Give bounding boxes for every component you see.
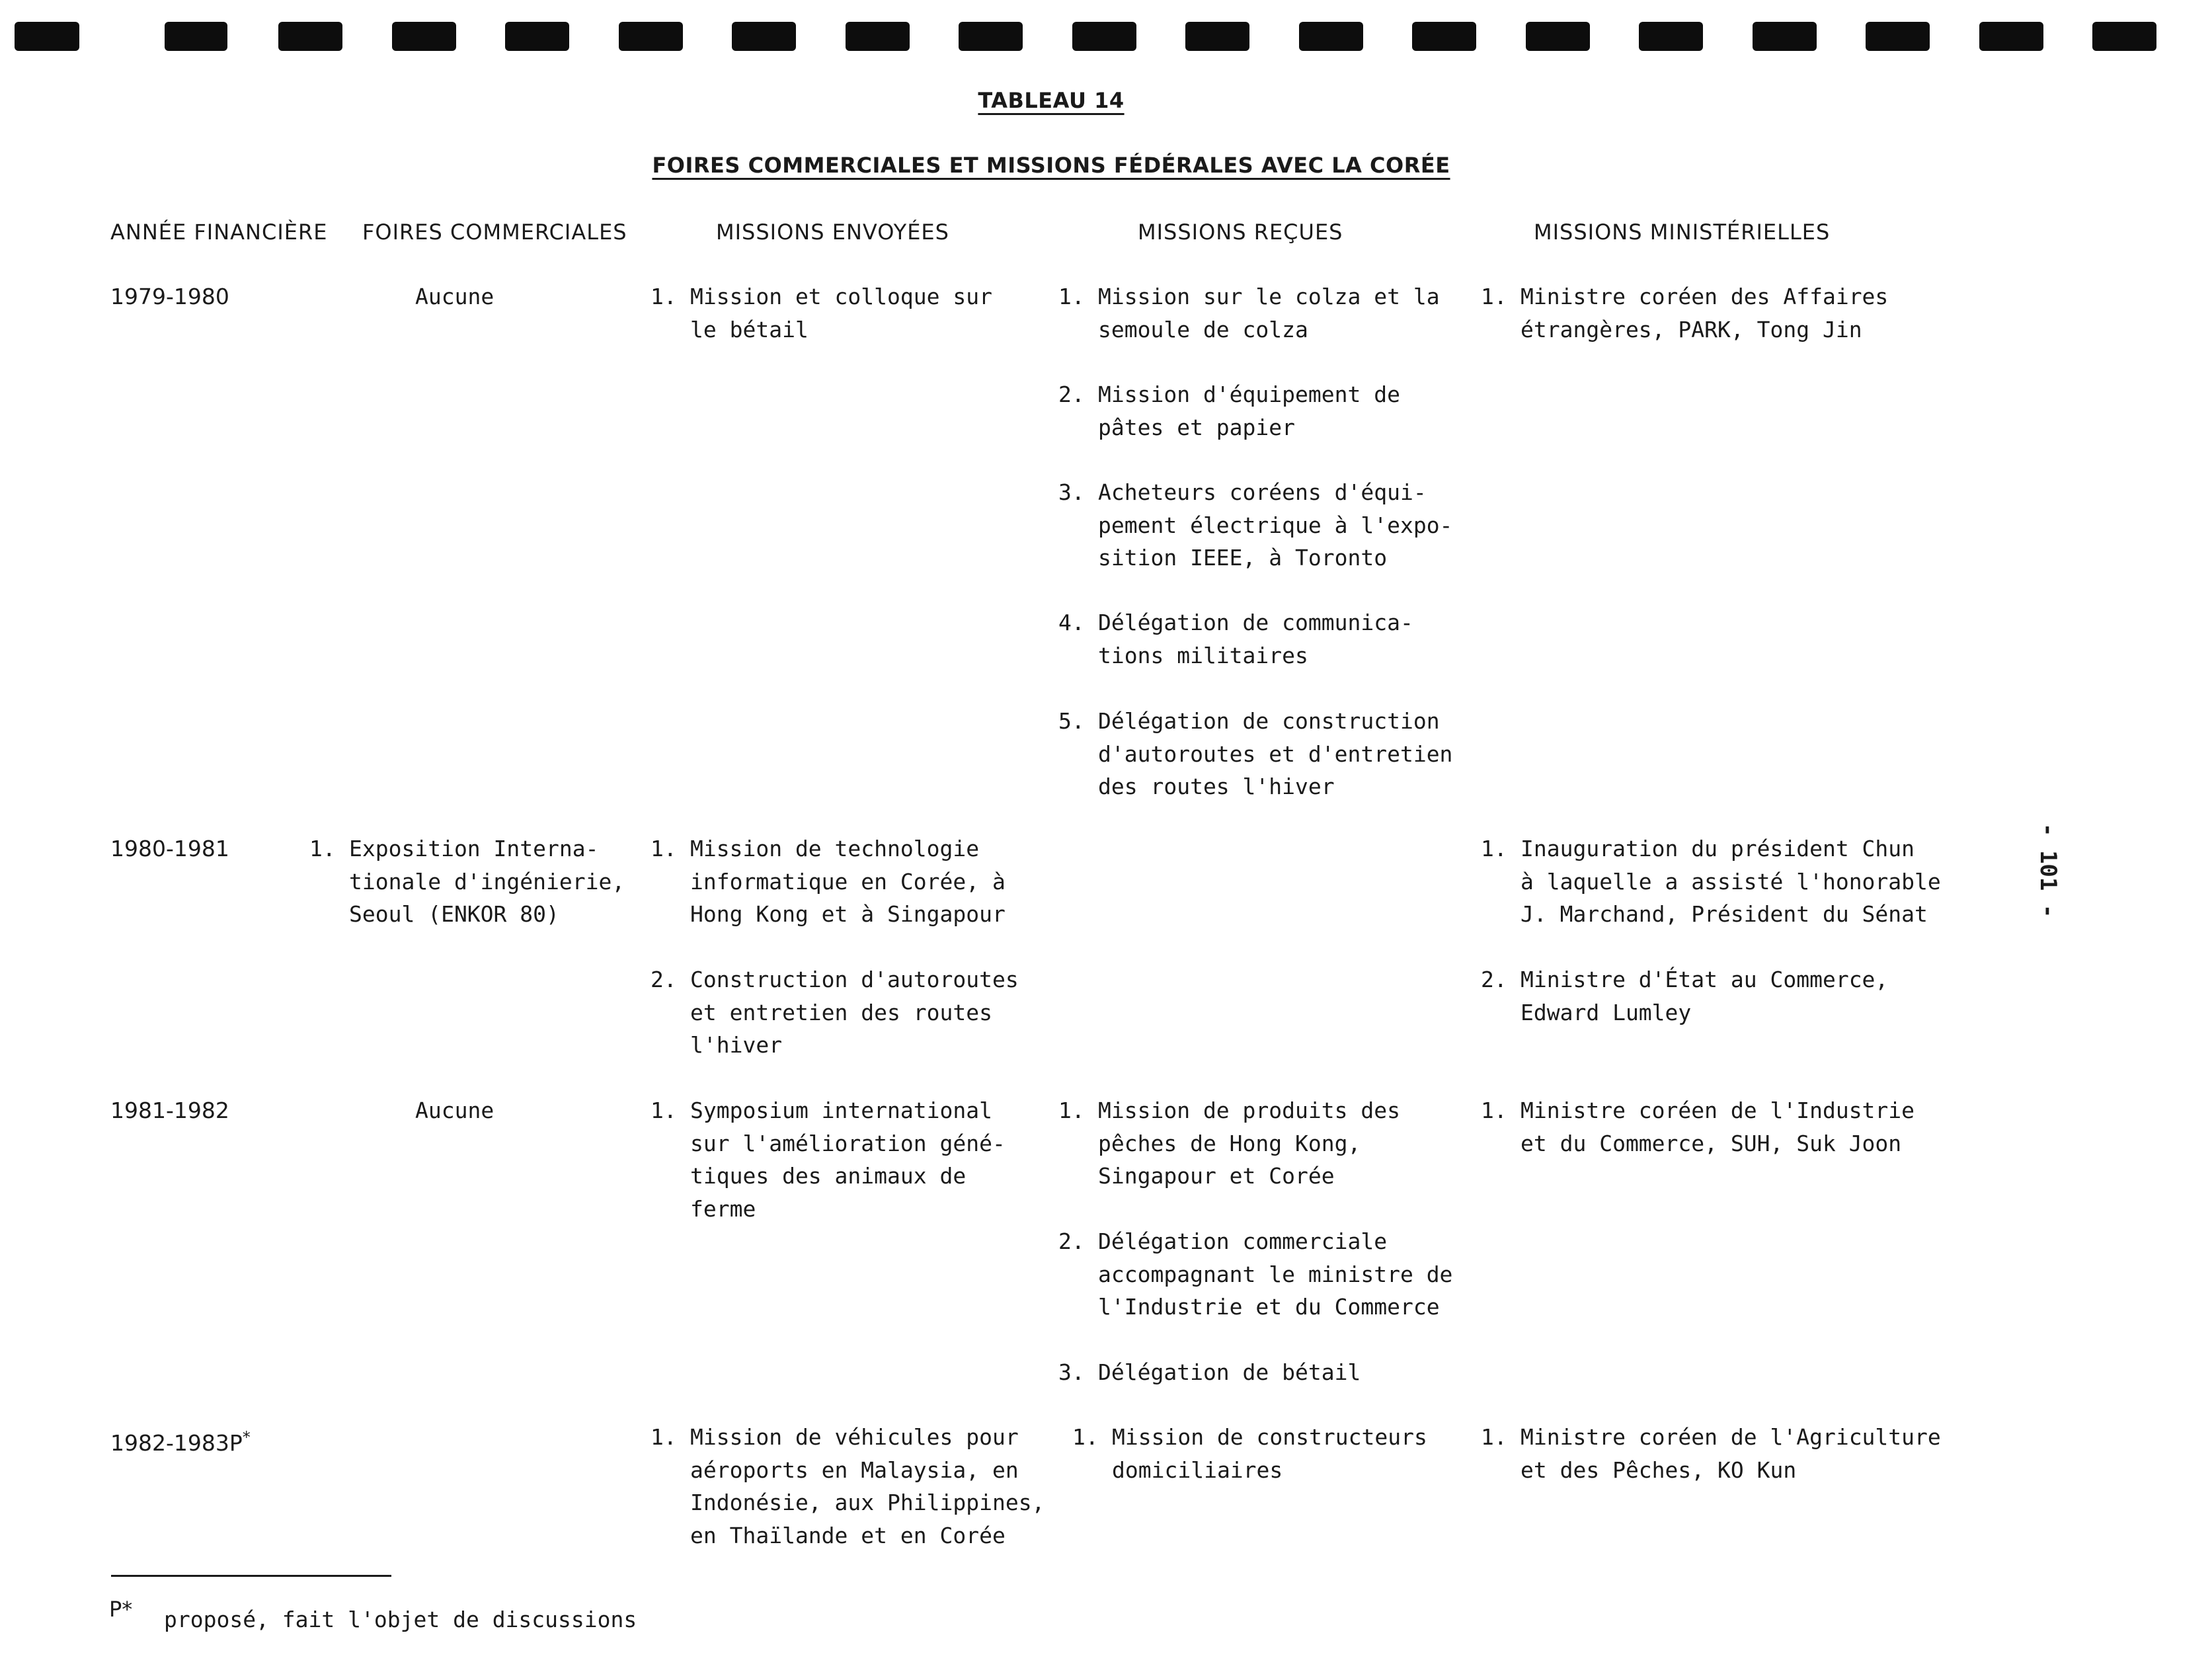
row-year: [110, 1421, 251, 1460]
punch-mark: [1979, 22, 2043, 51]
item-number: 1.: [1072, 1424, 1099, 1450]
header-year: ANNÉE FINANCIÈRE: [110, 220, 328, 245]
item-number: 1.: [651, 1424, 677, 1450]
item-text: Exposition Interna- tionale d'ingénierie, Seoul (ENKOR 80): [349, 836, 625, 927]
item-number: 1.: [1481, 284, 1507, 309]
punch-mark: [1299, 22, 1363, 51]
item-text: Ministre d'État au Commerce, Edward Lumley: [1521, 967, 1889, 1025]
item-number: 2.: [1058, 381, 1085, 407]
item-number: 1.: [309, 836, 336, 861]
item-number: 5.: [1058, 708, 1085, 734]
item-text: Ministre coréen de l'Industrie et du Commerce, SUH, Suk Joon: [1521, 1098, 1915, 1156]
item-text: Symposium international sur l'amélioration géné- tiques des animaux de ferme: [690, 1098, 1006, 1222]
table-label: TABLEAU 14: [978, 88, 1125, 113]
punch-mark: [959, 22, 1023, 51]
punch-mark: [1185, 22, 1249, 51]
punch-mark: [1526, 22, 1590, 51]
punch-mark: [2092, 22, 2156, 51]
punch-mark: [1639, 22, 1703, 51]
punch-mark: [619, 22, 683, 51]
item-text: Mission de produits des pêches de Hong Kong, Singapour et Corée: [1098, 1098, 1400, 1189]
punch-mark: [732, 22, 796, 51]
item-number: 2.: [1481, 967, 1507, 992]
item-number: 2.: [1058, 1228, 1085, 1254]
punch-mark: [1412, 22, 1476, 51]
punch-mark: [392, 22, 456, 51]
item-text: Construction d'autoroutes et entretien des routes l'hiver: [690, 967, 1019, 1058]
punch-mark: [846, 22, 910, 51]
header-fairs: FOIRES COMMERCIALES: [362, 220, 627, 245]
item-text: Mission et colloque sur le bétail: [690, 284, 992, 342]
punch-mark: [165, 22, 227, 51]
footnote-text: proposé, fait l'objet de discussions: [164, 1607, 637, 1632]
item-text: Mission de technologie informatique en Corée, à Hong Kong et à Singapour: [690, 836, 1006, 927]
punch-mark: [278, 22, 342, 51]
footnote-rule: [111, 1575, 391, 1577]
row-year: 1981-1982: [110, 1098, 229, 1123]
fairs-cell: Aucune: [415, 1098, 494, 1123]
item-text: Délégation de construction d'autoroutes et d'entretien des routes l'hiver: [1098, 708, 1453, 799]
item-number: 3.: [1058, 1359, 1085, 1385]
item-text: Délégation commerciale accompagnant le ministre de l'Industrie et du Commerce: [1098, 1228, 1453, 1320]
item-number: 1.: [651, 1098, 677, 1123]
item-text: Ministre coréen de l'Agriculture et des Pêches, KO Kun: [1521, 1424, 1941, 1483]
item-number: 3.: [1058, 479, 1085, 505]
row-year: 1980-1981: [110, 836, 229, 861]
header-sent: MISSIONS ENVOYÉES: [716, 220, 949, 245]
punch-mark: [15, 22, 79, 51]
punch-mark: [1866, 22, 1930, 51]
punch-mark: [1072, 22, 1136, 51]
item-number: 2.: [651, 967, 677, 992]
item-text: Mission sur le colza et la semoule de colza: [1098, 284, 1440, 342]
header-received: MISSIONS REÇUES: [1138, 220, 1343, 245]
item-number: 4.: [1058, 610, 1085, 635]
item-text: Mission d'équipement de pâtes et papier: [1098, 381, 1400, 440]
header-ministerial: MISSIONS MINISTÉRIELLES: [1534, 220, 1831, 245]
footnote-mark: P*: [109, 1597, 133, 1622]
row-year: 1979-1980: [110, 284, 229, 309]
item-text: Mission de véhicules pour aéroports en Malaysia, en Indonésie, aux Philippines, en Thaïlande et en Corée: [690, 1424, 1045, 1548]
item-text: Inauguration du président Chun à laquelle a assisté l'honorable J. Marchand, Président du Sénat: [1521, 836, 1941, 927]
fairs-cell: Aucune: [415, 284, 494, 309]
item-number: 1.: [651, 836, 677, 861]
row-year-text: 1982-1983P: [110, 1430, 243, 1456]
item-text: Ministre coréen des Affaires étrangères, PARK, Tong Jin: [1521, 284, 1889, 342]
item-number: 1.: [1481, 836, 1507, 861]
item-text: Délégation de bétail: [1098, 1359, 1361, 1385]
punch-mark: [505, 22, 569, 51]
item-text: Acheteurs coréens d'équi- pement électrique à l'expo- sition IEEE, à Toronto: [1098, 479, 1453, 571]
page-number: - 101 -: [2035, 823, 2061, 918]
item-number: 1.: [1058, 1098, 1085, 1123]
punch-strip: [0, 22, 2212, 51]
item-number: 1.: [1058, 284, 1085, 309]
proposed-mark: *: [242, 1428, 251, 1447]
item-text: Délégation de communica- tions militaires: [1098, 610, 1413, 668]
table-title: FOIRES COMMERCIALES ET MISSIONS FÉDÉRALES AVEC LA CORÉE: [652, 153, 1450, 178]
item-number: 1.: [1481, 1424, 1507, 1450]
punch-mark: [1753, 22, 1817, 51]
item-number: 1.: [651, 284, 677, 309]
item-number: 1.: [1481, 1098, 1507, 1123]
item-text: Mission de constructeurs domiciliaires: [1112, 1424, 1427, 1483]
